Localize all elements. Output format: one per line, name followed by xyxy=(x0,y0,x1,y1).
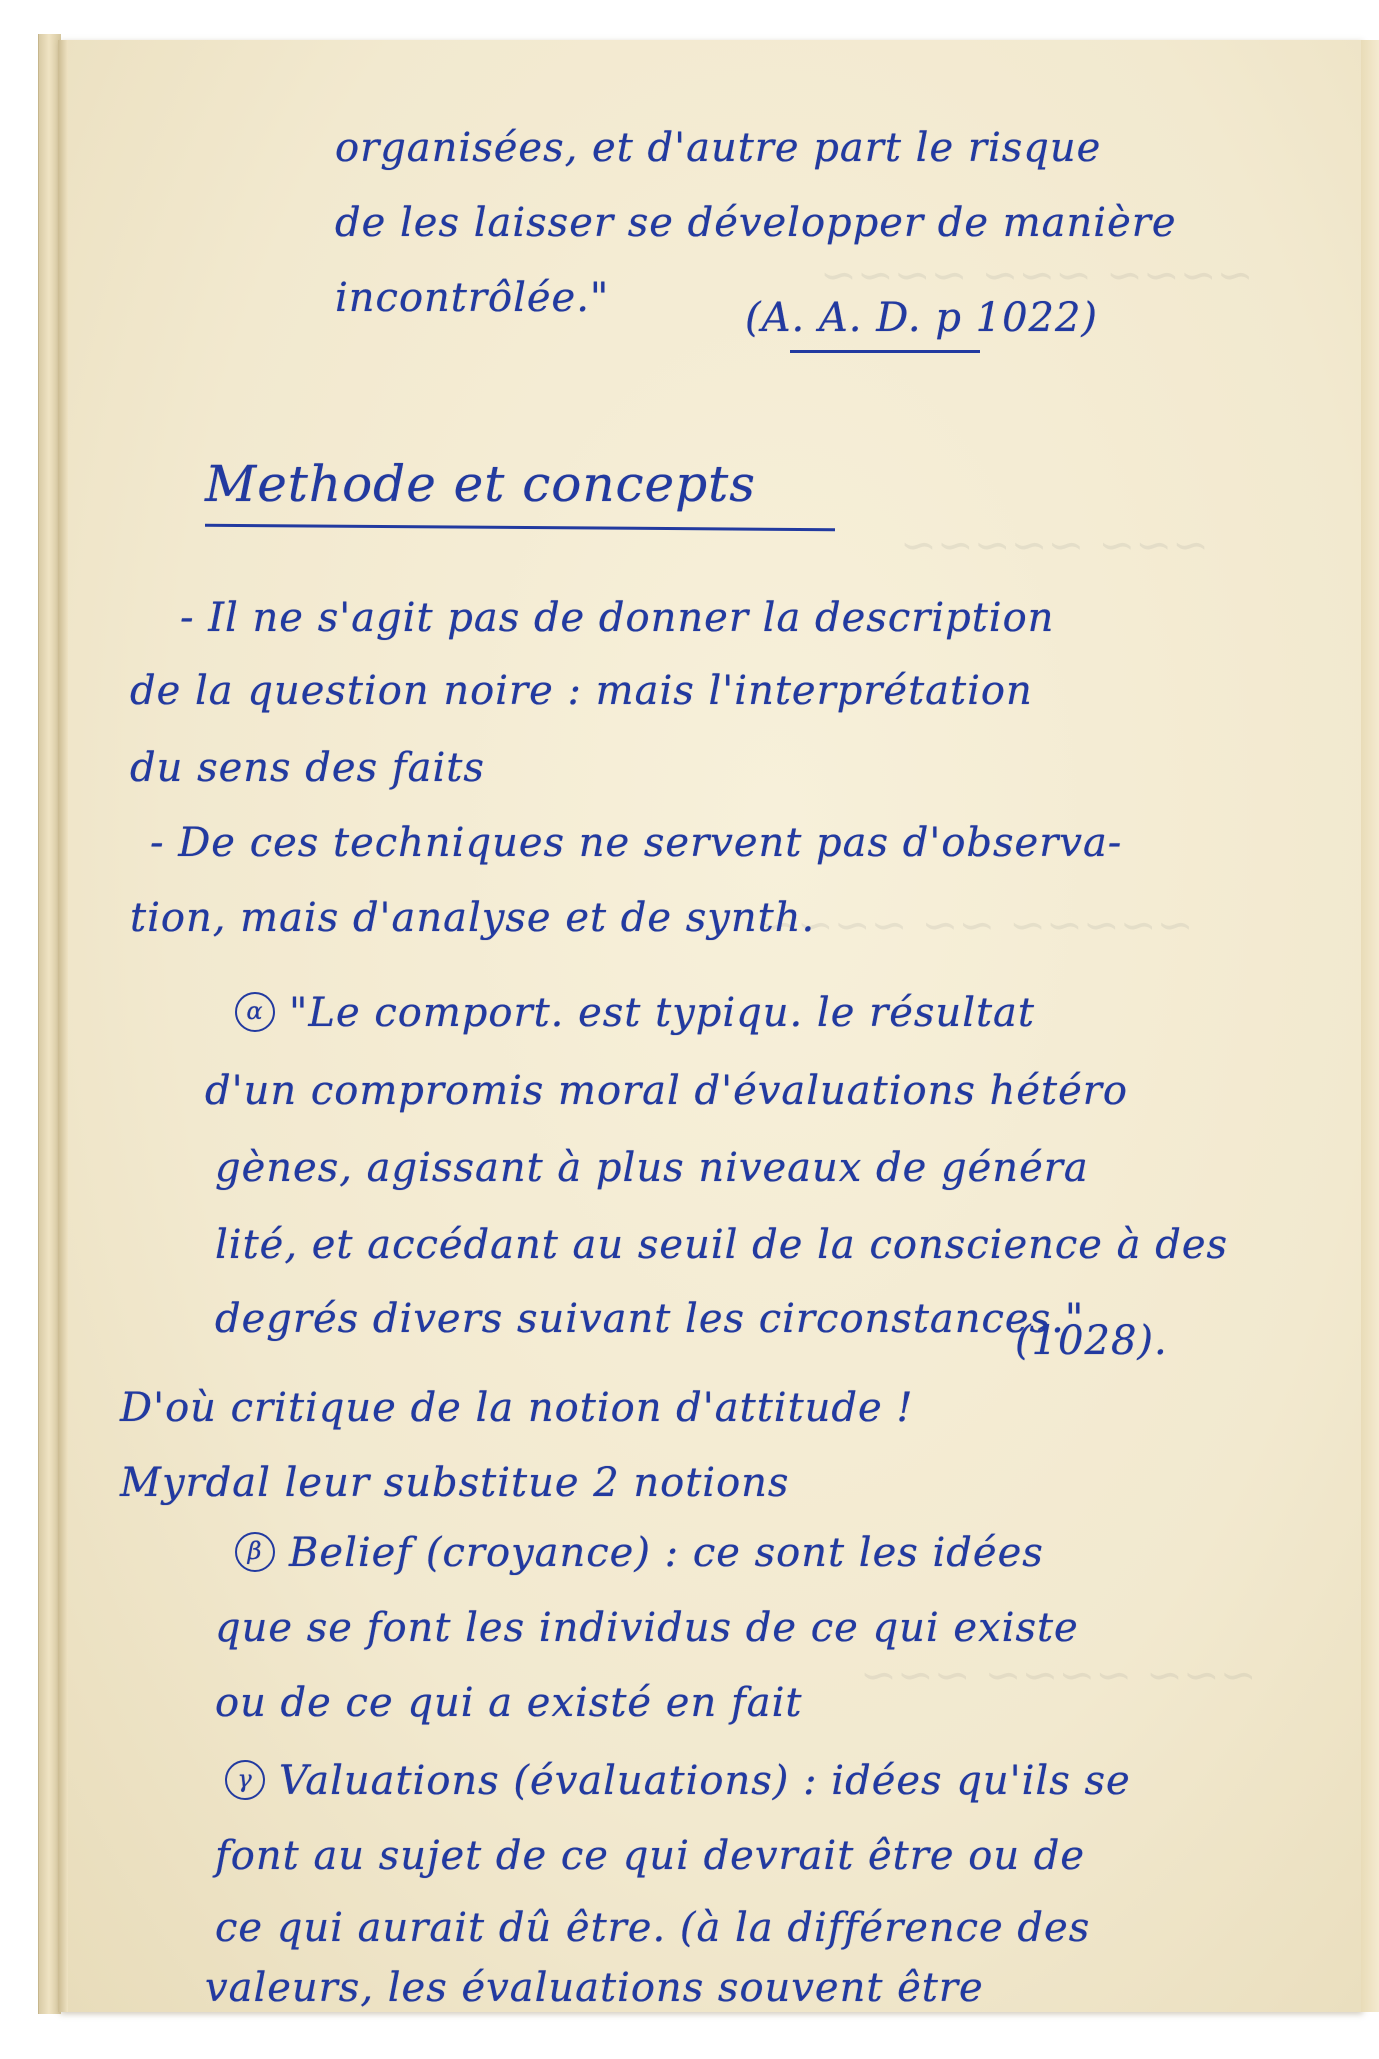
definition-line: que se font les individus de ce qui existe xyxy=(215,1605,1079,1651)
quote-line: gènes, agissant à plus niveaux de généra xyxy=(215,1145,1089,1191)
definition-line: font au sujet de ce qui devrait être ou de xyxy=(215,1833,1086,1879)
definition-line: ce qui aurait dû être. (à la différence des xyxy=(215,1905,1091,1951)
text-line: du sens des faits xyxy=(130,745,485,791)
show-through: ~~~ ~~~~~ xyxy=(900,520,1209,571)
quote-line: degrés divers suivant les circonstances." xyxy=(215,1296,1085,1342)
show-through: ~~~~ ~~~ ~~~~ xyxy=(820,250,1254,301)
text-line: - Il ne s'agit pas de donner la description xyxy=(180,595,1055,641)
definition-line xyxy=(235,1530,1044,1576)
text-line: D'où critique de la notion d'attitude ! xyxy=(120,1385,914,1431)
quote-text: "Le comport. est typiqu. le résultat xyxy=(289,990,1035,1036)
definition-line: ou de ce qui a existé en fait xyxy=(215,1680,803,1726)
alpha-marker: α xyxy=(235,992,275,1032)
binding-edge xyxy=(58,40,68,2012)
definition-text: Valuations (évaluations) : idées qu'ils se xyxy=(279,1758,1131,1804)
definition-line xyxy=(225,1758,1131,1804)
text-line: tion, mais d'analyse et de synth. xyxy=(130,895,816,941)
text-line: - De ces techniques ne servent pas d'observa- xyxy=(150,820,1123,866)
definition-text: Belief (croyance) : ce sont les idées xyxy=(289,1530,1044,1576)
text-line: de les laisser se développer de manière xyxy=(335,200,1177,246)
page-reference: (A. A. D. p 1022) xyxy=(745,295,1099,341)
reference-underline xyxy=(790,350,980,353)
definition-line: valeurs, les évaluations souvent être xyxy=(205,1965,984,2011)
show-through: ~~~~~ ~~ ~~~~ xyxy=(760,900,1194,951)
text-line: organisées, et d'autre part le risque xyxy=(335,125,1102,171)
quote-line xyxy=(235,990,1035,1036)
quote-line: lité, et accédant au seuil de la conscience à des xyxy=(215,1222,1229,1268)
text-line: Myrdal leur substitue 2 notions xyxy=(120,1460,790,1506)
page-reference: (1028). xyxy=(1015,1318,1168,1364)
text-line: incontrôlée." xyxy=(335,275,610,321)
quote-line: d'un compromis moral d'évaluations hétéro xyxy=(205,1068,1128,1114)
text-line: de la question noire : mais l'interprétation xyxy=(130,668,1033,714)
facing-page-edge xyxy=(1361,40,1379,2012)
gamma-marker: γ xyxy=(225,1760,265,1800)
beta-marker: β xyxy=(235,1532,275,1572)
show-through: ~~~ ~~~~ ~~~ xyxy=(860,1650,1257,1701)
section-heading: Methode et concepts xyxy=(205,455,756,513)
